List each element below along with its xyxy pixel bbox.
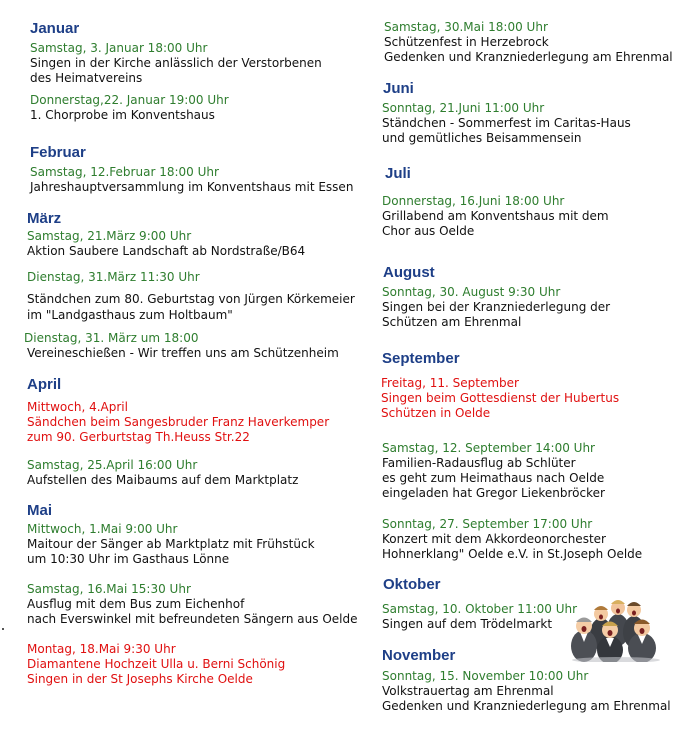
event-text: Ständchen - Sommerfest im Caritas-Haus xyxy=(382,116,631,130)
event-text: Schützen in Oelde xyxy=(381,406,491,420)
event-date: Sonntag, 15. November 10:00 Uhr xyxy=(382,669,589,683)
event-date: Samstag, 12. September 14:00 Uhr xyxy=(382,441,595,455)
event-text: Singen beim Gottesdienst der Hubertus xyxy=(381,391,620,405)
month-heading-februar: Februar xyxy=(30,144,86,161)
event-text: 1. Chorprobe im Konventshaus xyxy=(30,108,215,122)
event-date: Sonntag, 21.Juni 11:00 Uhr xyxy=(382,101,545,115)
event-text: Chor aus Oelde xyxy=(382,224,475,238)
month-heading-april: April xyxy=(27,376,62,393)
stray-dot xyxy=(2,628,4,630)
event-date: Samstag, 12.Februar 18:00 Uhr xyxy=(30,165,219,179)
event-text: Schützen am Ehrenmal xyxy=(382,315,522,329)
event-text: und gemütliches Beisammensein xyxy=(382,131,582,145)
event-date: Freitag, 11. September xyxy=(381,376,519,390)
month-heading-januar: Januar xyxy=(30,20,80,37)
event-text: Familien-Radausflug ab Schlüter xyxy=(382,456,576,470)
event-date: Samstag, 30.Mai 18:00 Uhr xyxy=(384,20,548,34)
event-date: Mittwoch, 4.April xyxy=(27,400,128,414)
event-text: Singen in der Kirche anlässlich der Verstorbenen xyxy=(30,56,322,70)
event-text: Aufstellen des Maibaums auf dem Marktplatz xyxy=(27,473,299,487)
event-date: Dienstag, 31.März 11:30 Uhr xyxy=(27,270,200,284)
month-heading-august: August xyxy=(383,264,435,281)
month-heading-mai: Mai xyxy=(27,502,53,519)
event-text: nach Everswinkel mit befreundeten Sängern aus Oelde xyxy=(27,612,358,626)
event-text: Diamantene Hochzeit Ulla u. Berni Schönig xyxy=(27,657,286,671)
event-text: Gedenken und Kranzniederlegung am Ehrenmal xyxy=(384,50,673,64)
event-date: Samstag, 10. Oktober 11:00 Uhr xyxy=(382,602,578,616)
event-text: Schützenfest in Herzebrock xyxy=(384,35,549,49)
event-text: Volkstrauertag am Ehrenmal xyxy=(382,684,554,698)
month-heading-juli: Juli xyxy=(385,165,411,182)
month-heading-maerz: März xyxy=(27,210,62,227)
event-date: Dienstag, 31. März um 18:00 xyxy=(24,331,199,345)
event-text: Jahreshauptversammlung im Konventshaus mit Essen xyxy=(30,180,354,194)
month-heading-oktober: Oktober xyxy=(383,576,441,593)
event-text: Konzert mit dem Akkordeonorchester xyxy=(382,532,606,546)
event-text: im "Landgasthaus zum Holtbaum" xyxy=(27,308,233,322)
event-text: Ständchen zum 80. Geburtstag von Jürgen Körkemeier xyxy=(27,292,355,306)
event-text: Gedenken und Kranzniederlegung am Ehrenmal xyxy=(382,699,671,713)
event-date: Samstag, 21.März 9:00 Uhr xyxy=(27,229,192,243)
choir-singers-icon xyxy=(566,588,662,662)
event-date: Donnerstag,22. Januar 19:00 Uhr xyxy=(30,93,229,107)
event-text: Singen in der St Josephs Kirche Oelde xyxy=(27,672,253,686)
event-text: Singen auf dem Trödelmarkt xyxy=(382,617,553,631)
event-date: Sonntag, 30. August 9:30 Uhr xyxy=(382,285,561,299)
event-date: Mittwoch, 1.Mai 9:00 Uhr xyxy=(27,522,178,536)
event-date: Sonntag, 27. September 17:00 Uhr xyxy=(382,517,593,531)
event-text: Maitour der Sänger ab Marktplatz mit Frühstück xyxy=(27,537,315,551)
month-heading-september: September xyxy=(382,350,460,367)
event-text: um 10:30 Uhr im Gasthaus Lönne xyxy=(27,552,230,566)
event-text: Singen bei der Kranzniederlegung der xyxy=(382,300,611,314)
event-text: Hohnerklang" Oelde e.V. in St.Joseph Oelde xyxy=(382,547,643,561)
event-text: Ausflug mit dem Bus zum Eichenhof xyxy=(27,597,245,611)
event-text: Aktion Saubere Landschaft ab Nordstraße/B64 xyxy=(27,244,306,258)
month-heading-november: November xyxy=(382,647,456,664)
event-date: Samstag, 16.Mai 15:30 Uhr xyxy=(27,582,191,596)
event-text: es geht zum Heimathaus nach Oelde xyxy=(382,471,605,485)
event-date: Montag, 18.Mai 9:30 Uhr xyxy=(27,642,176,656)
event-date: Donnerstag, 16.Juni 18:00 Uhr xyxy=(382,194,565,208)
event-date: Samstag, 25.April 16:00 Uhr xyxy=(27,458,198,472)
month-heading-juni: Juni xyxy=(383,80,414,97)
event-text: Grillabend am Konventshaus mit dem xyxy=(382,209,609,223)
event-date: Samstag, 3. Januar 18:00 Uhr xyxy=(30,41,208,55)
event-text: zum 90. Gerburtstag Th.Heuss Str.22 xyxy=(27,430,250,444)
event-text: Vereineschießen - Wir treffen uns am Schützenheim xyxy=(27,346,339,360)
event-text: des Heimatvereins xyxy=(30,71,143,85)
event-text: eingeladen hat Gregor Liekenbröcker xyxy=(382,486,605,500)
event-text: Sändchen beim Sangesbruder Franz Haverkemper xyxy=(27,415,330,429)
